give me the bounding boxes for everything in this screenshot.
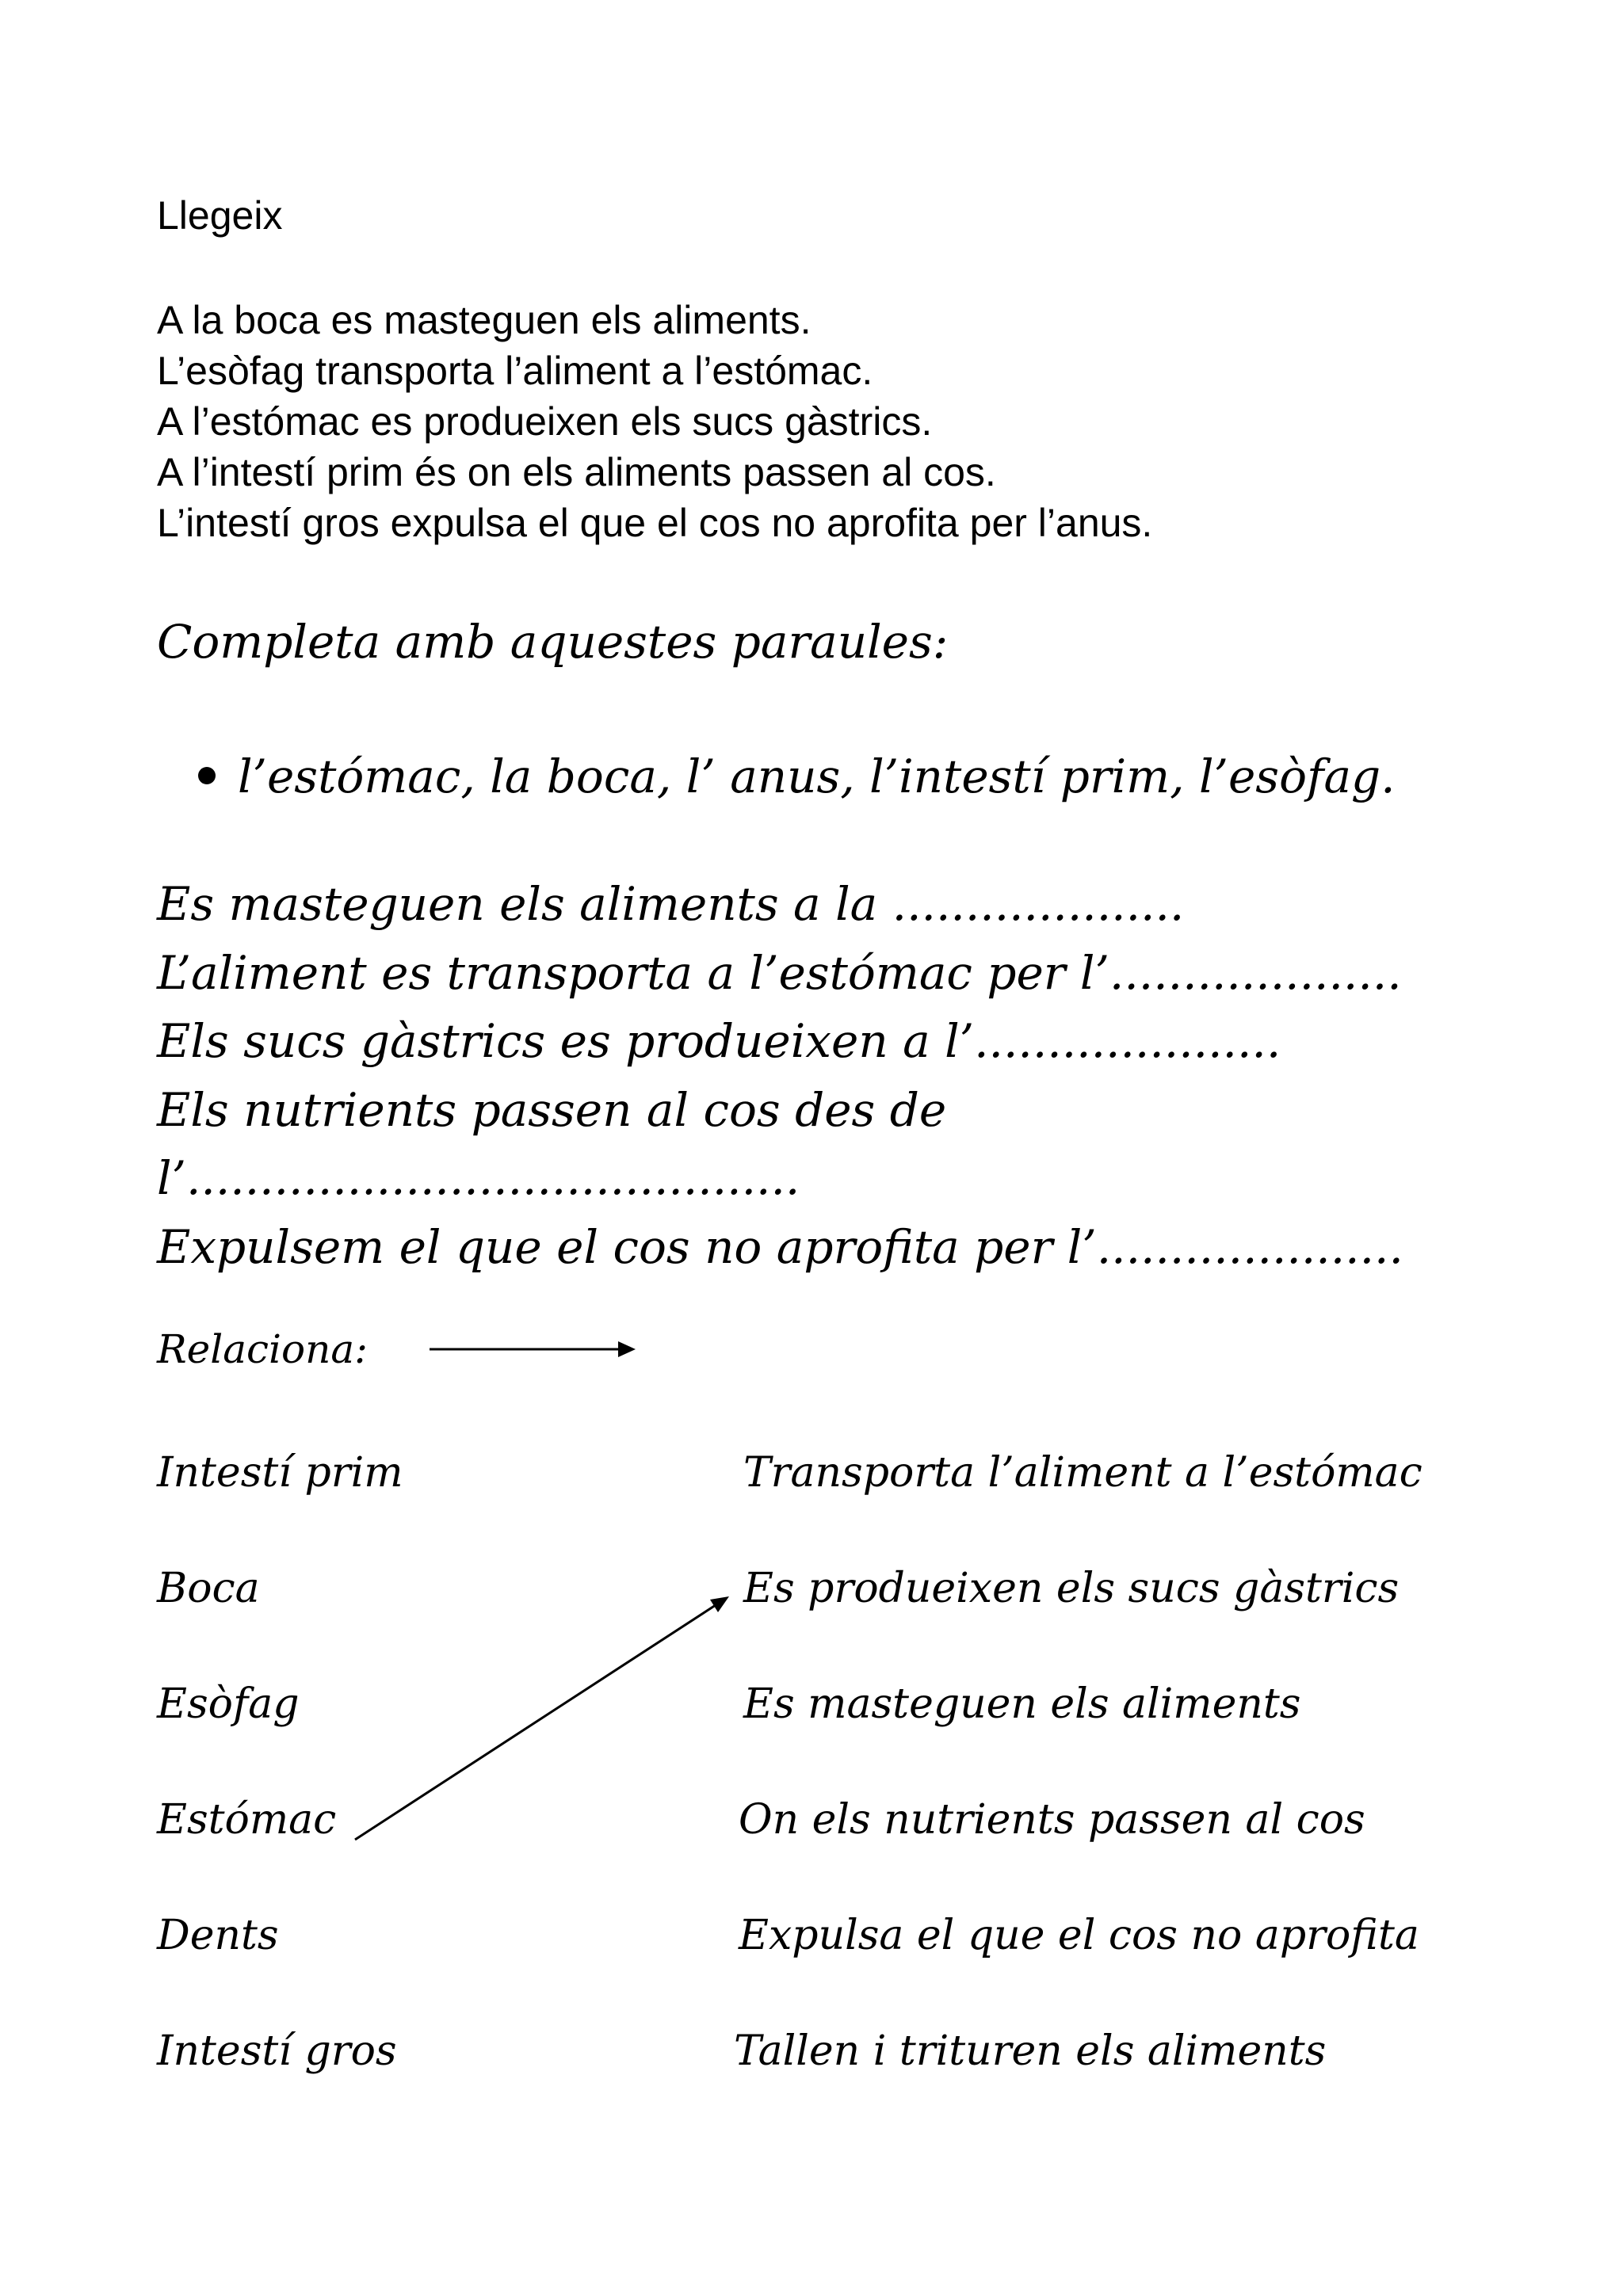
reading-text bbox=[157, 295, 1152, 548]
right-arrow-icon bbox=[428, 1337, 642, 1361]
bullet-icon bbox=[198, 767, 216, 784]
reading-line: L’esòfag transporta l’aliment a l’estómac. bbox=[157, 349, 873, 393]
match-right-item: Es masteguen els aliments bbox=[743, 1680, 1301, 1728]
fill-in-sentence: Es masteguen els aliments a la .................... bbox=[157, 877, 1185, 931]
reading-line: A l’estómac es produeixen els sucs gàstrics. bbox=[157, 399, 933, 444]
reading-line: A l’intestí prim és on els aliments passen al cos. bbox=[157, 450, 996, 494]
match-left-item: Esòfag bbox=[157, 1680, 300, 1728]
reading-heading: Llegeix bbox=[157, 193, 283, 238]
fill-in-sentence: Els nutrients passen al cos des de bbox=[157, 1082, 947, 1137]
match-right-item: Es produeixen els sucs gàstrics bbox=[743, 1565, 1400, 1612]
fill-in-sentence: L’aliment es transporta a l’estómac per l’.................... bbox=[157, 945, 1402, 1000]
match-left-item: Dents bbox=[157, 1912, 279, 1959]
complete-title: Completa amb aquestes paraules: bbox=[157, 615, 949, 669]
word-bank-text: l’estómac, la boca, l’ anus, l’intestí prim, l’esòfag. bbox=[238, 749, 1396, 803]
match-left-item: Intestí gros bbox=[157, 2027, 397, 2075]
match-right-item: Transporta l’aliment a l’estómac bbox=[743, 1449, 1423, 1497]
match-right-item: On els nutrients passen al cos bbox=[739, 1796, 1365, 1844]
fill-in-sentence: l’.......................................... bbox=[157, 1151, 800, 1205]
match-right-item: Expulsa el que el cos no aprofita bbox=[739, 1912, 1419, 1959]
fill-in-sentence: Expulsem el que el cos no aprofita per l’..................... bbox=[157, 1219, 1403, 1274]
fill-in-sentence: Els sucs gàstrics es produeixen a l’..................... bbox=[157, 1014, 1281, 1068]
reading-line: L’intestí gros expulsa el que el cos no aprofita per l’anus. bbox=[157, 501, 1153, 545]
match-left-item: Estómac bbox=[157, 1796, 337, 1844]
match-title: Relaciona: bbox=[157, 1326, 368, 1372]
match-right-item: Tallen i trituren els aliments bbox=[734, 2027, 1327, 2075]
match-left-item: Boca bbox=[157, 1565, 260, 1612]
fill-in-sentences bbox=[157, 870, 1403, 1281]
match-left-item: Intestí prim bbox=[157, 1449, 403, 1497]
word-bank bbox=[198, 745, 1396, 808]
reading-line: A la boca es masteguen els aliments. bbox=[157, 298, 812, 342]
